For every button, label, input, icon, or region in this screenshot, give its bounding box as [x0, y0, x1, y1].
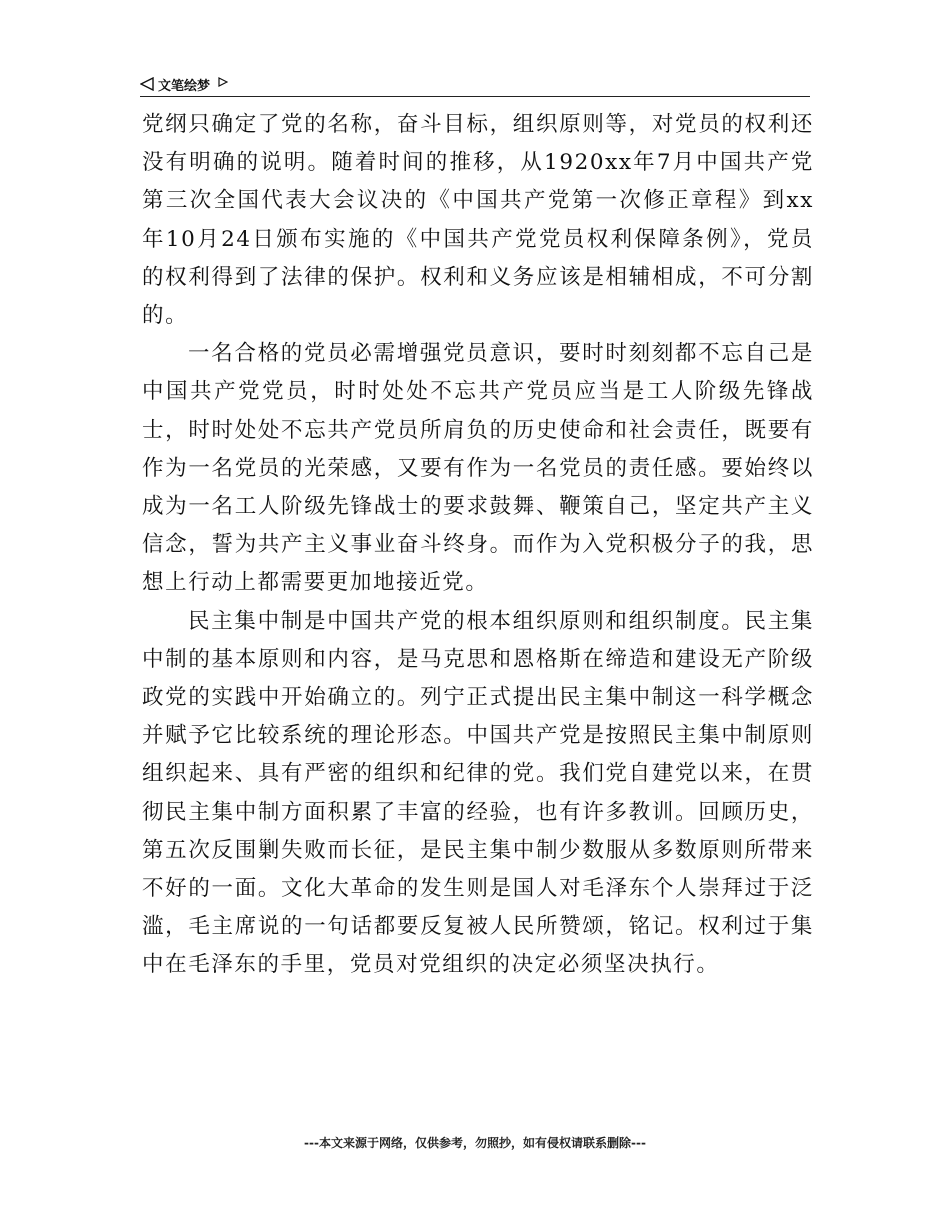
header-title: 文笔绘梦 — [158, 78, 211, 94]
paragraph-3: 民主集中制是中国共产党的根本组织原则和组织制度。民主集中制的基本原则和内容，是马克思和恩格斯在缔造和建设无产阶级政党的实践中开始确立的。列宁正式提出民主集中制这一科学概念并赋予它比较系统的理论形态。中国共产党是按照民主集中制原则组织起来、具有严密的组织和纪律的党。我们党自建党以来，在贯彻民主集中制方面积累了丰富的经验，也有许多教训。回顾历史，第五次反围剿失败而长征，是民主集中制少数服从多数原则所带来不好的一面。文化大革命的发生则是国人对毛泽东个人崇拜过于泛滥，毛主席说的一句话都要反复被人民所赞颂，铭记。权利过于集中在毛泽东的手里，党员对党组织的决定必须坚决执行。 — [142, 608, 814, 978]
document-body — [142, 106, 814, 985]
paragraph-1: 党纲只确定了党的名称，奋斗目标，组织原则等，对党员的权利还没有明确的说明。随着时间的推移，从1920xx年7月中国共产党第三次全国代表大会议决的《中国共产党第一次修正章程》到xx年10月24日颁布实施的《中国共产党党员权利保障条例》，党员的权利得到了法律的保护。权利和义务应该是相辅相成，不可分割的。 — [142, 112, 814, 329]
page-header — [140, 72, 810, 97]
footer-notice: ---本文来源于网络，仅供参考，勿照抄，如有侵权请联系删除--- — [304, 1136, 646, 1150]
triangle-left-icon — [140, 77, 154, 91]
paragraph-2: 一名合格的党员必需增强党员意识，要时时刻刻都不忘自己是中国共产党党员，时时处处不忘共产党员应当是工人阶级先锋战士，时时处处不忘共产党员所肩负的历史使命和社会责任，既要有作为一名党员的光荣感，又要有作为一名党员的责任感。要始终以成为一名工人阶级先锋战士的要求鼓舞、鞭策自己，坚定共产主义信念，誓为共产主义事业奋斗终身。而作为入党积极分子的我，思想上行动上都需要更加地接近党。 — [142, 341, 814, 596]
triangle-right-icon — [218, 77, 228, 87]
